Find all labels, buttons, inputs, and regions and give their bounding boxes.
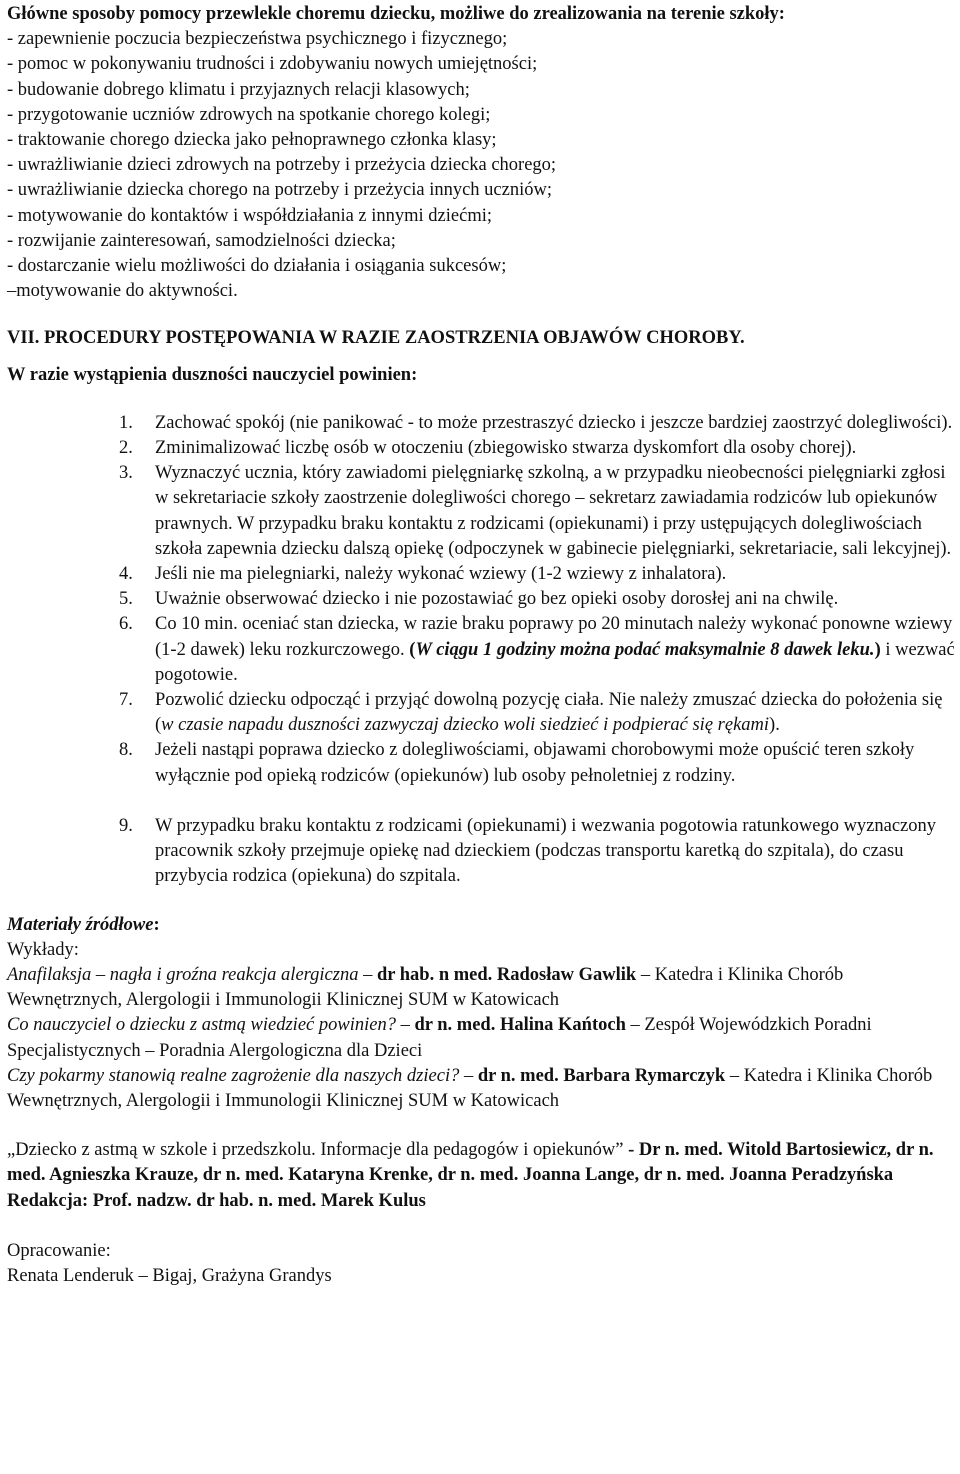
help-method-item: - uwrażliwianie dziecka chorego na potrzeby i przeżycia innych uczniów; <box>7 180 552 201</box>
lecture-dash: – <box>459 1065 478 1086</box>
lecture-author: dr n. med. Barbara Rymarczyk <box>477 1065 726 1086</box>
step-text: Zachować spokój (nie panikować - to może przestraszyć dziecko i jeszcze bardziej zaostrzyć dolegliwości). <box>155 412 953 433</box>
lecture-affiliation: – Katedra i Klinika Chorób Wewnętrznych, Alergologii i Immunologii Klinicznej SUM w Katowicach <box>7 964 844 1011</box>
step-text: Jeżeli nastąpi poprawa dziecko z dolegliwościami, objawami chorobowymi może opuścić teren szkoły wyłącznie pod opieką rodziców (opiekunów) lub osoby pełnoletniej z rodziny. <box>155 740 915 786</box>
lecture-affiliation: – Zespół Wojewódzkich Poradni Specjalistycznych – Poradnia Alergologiczna dla Dzieci <box>7 1015 872 1061</box>
help-method-item: - uwrażliwianie dzieci zdrowych na potrzeby i przeżycia dziecka chorego; <box>7 155 557 176</box>
step-number: 1. <box>119 412 133 433</box>
brochure-reference <box>7 1138 960 1214</box>
sources-section <box>7 913 960 1115</box>
help-method-item: - motywowanie do kontaktów i współdziałania z innymi dziećmi; <box>7 205 493 226</box>
help-method-item: - rozwijanie zainteresowań, samodzielności dziecka; <box>7 230 396 251</box>
lecture-dash: – <box>358 964 377 985</box>
help-method-item: - dostarczanie wielu możliwości do działania i osiągania sukcesów; <box>7 256 507 277</box>
step-paren-close: ) <box>874 639 881 660</box>
prepared-label: Opracowanie: <box>7 1240 111 1261</box>
help-method-item: - pomoc w pokonywaniu trudności i zdobywaniu nowych umiejętności; <box>7 54 538 75</box>
step-text: Wyznaczyć ucznia, który zawiadomi pielęgniarkę szkolną, a w przypadku nieobecności pielęgniarki zgłosi w sekretariacie szkoły zaostrzenie dolegliwości chorego – sekretarz zawiadamia rodziców lub opiekunów prawnych. W przypadku braku kontaktu z rodzicami (opiekunami) i przy ustępujących dolegliwościach szkoła zapewnia dziecku dalszą opiekę (odpoczynek w gabinecie pielęgniarki, sekretariacie, sali lekcyjnej). <box>155 463 952 559</box>
step-number: 6. <box>119 614 133 635</box>
step-text: Uważnie obserwować dziecko i nie pozostawiać go bez opieki osoby dorosłej ani na chwilę. <box>155 589 839 610</box>
section-heading: VII. PROCEDURY POSTĘPOWANIA W RAZIE ZAOSTRZENIA OBJAWÓW CHOROBY. <box>7 328 745 349</box>
lecture-dash: – <box>395 1015 415 1036</box>
procedure-steps-list <box>7 411 960 890</box>
help-method-item: –motywowanie do aktywności. <box>7 281 238 302</box>
step-text: W przypadku braku kontaktu z rodzicami (opiekunami) i wezwania pogotowia ratunkowego wyznaczony pracownik szkoły przejmuje opiekę nad dzieckiem (podczas transportu karetką do szpitala), do czasu przybycia rodzica (opiekuna) do szpitala. <box>155 815 937 887</box>
help-method-item: - traktowanie chorego dziecka jako pełnoprawnego członka klasy; <box>7 130 497 151</box>
step-number: 4. <box>119 564 133 585</box>
brochure-authors: - Dr n. med. Witold Bartosiewicz, dr n. med. Agnieszka Krauze, dr n. med. Kataryna Krenke, dr n. med. Joanna Lange, dr n. med. Joanna Peradzyńska Redakcja: Prof. nadzw. dr hab. n. med. Marek Kulus <box>7 1140 934 1211</box>
sources-heading <box>7 913 960 938</box>
step-text: ). <box>769 715 780 736</box>
procedure-step <box>7 461 960 562</box>
lecture-author: dr n. med. Halina Kańtoch <box>414 1015 626 1036</box>
step-text: Zminimalizować liczbę osób w otoczeniu (zbiegowisko stwarza dyskomfort dla osoby chorej). <box>155 438 857 459</box>
help-method-item: - budowanie dobrego klimatu i przyjaznych relacji klasowych; <box>7 79 470 100</box>
lecture-entry <box>7 1064 960 1114</box>
step-number: 5. <box>119 589 133 610</box>
lecture-title: Czy pokarmy stanowią realne zagrożenie dla naszych dzieci? <box>7 1065 460 1086</box>
lecture-entry <box>7 1013 960 1063</box>
step-number: 8. <box>119 740 133 761</box>
lecture-title: Anafilaksja – nagła i groźna reakcja alergiczna <box>7 964 359 985</box>
step-emphasis: W ciągu 1 godziny można podać maksymalnie 8 dawek leku. <box>415 639 875 660</box>
lecture-entry <box>7 963 960 1013</box>
lecture-author: dr hab. n med. Radosław Gawlik <box>376 964 637 985</box>
step-number: 7. <box>119 690 133 711</box>
brochure-title: „Dziecko z astmą w szkole i przedszkolu. Informacje dla pedagogów i opiekunów” <box>7 1140 624 1161</box>
procedure-step <box>7 562 960 587</box>
help-methods-section <box>7 2 960 304</box>
procedure-step <box>7 587 960 612</box>
procedure-step <box>7 738 960 788</box>
help-methods-title: Główne sposoby pomocy przewlekle choremu dziecku, możliwe do zrealizowania na terenie szkoły: <box>7 4 785 24</box>
step-text: i wezwać pogotowie. <box>155 639 955 685</box>
step-number: 9. <box>119 815 133 836</box>
step-text: Jeśli nie ma pielegniarki, należy wykonać wziewy (1-2 wziewy z inhalatora). <box>155 564 727 585</box>
step-italic-note: w czasie napadu duszności zazwyczaj dziecko woli siedzieć i podpierać się rękami <box>161 715 770 736</box>
lectures-label: Wykłady: <box>7 939 79 960</box>
help-method-item: - przygotowanie uczniów zdrowych na spotkanie chorego kolegi; <box>7 104 491 125</box>
help-method-item: - zapewnienie poczucia bezpieczeństwa psychicznego i fizycznego; <box>7 29 508 50</box>
section-subheading: W razie wystąpienia duszności nauczyciel powinien: <box>7 364 418 385</box>
step-text: Pozwolić dziecku odpocząć i przyjąć dowolną pozycję ciała. Nie należy zmuszać dziecka do położenia się ( <box>155 690 943 736</box>
sources-colon: : <box>153 914 160 935</box>
procedure-step <box>7 688 960 738</box>
procedure-step <box>7 436 960 461</box>
prepared-by-section <box>7 1239 960 1289</box>
step-number: 3. <box>119 463 133 484</box>
step-text: Co 10 min. oceniać stan dziecka, w razie braku poprawy po 20 minutach należy wykonać ponowne wziewy (1-2 dawek) leku rozkurczowego. <box>155 614 953 660</box>
lecture-affiliation: – Katedra i Klinika Chorób Wewnętrznych, Alergologii i Immunologii Klinicznej SUM w Katowicach <box>7 1065 933 1111</box>
procedure-step <box>7 411 960 436</box>
prepared-names: Renata Lenderuk – Bigaj, Grażyna Grandys <box>7 1265 332 1286</box>
sources-label: Materiały źródłowe <box>7 914 154 935</box>
step-number: 2. <box>119 438 133 459</box>
step-paren-open: ( <box>409 639 416 660</box>
procedure-step <box>7 814 960 890</box>
procedure-step <box>7 612 960 688</box>
lecture-title: Co nauczyciel o dziecku z astmą wiedzieć powinien? <box>7 1015 396 1036</box>
